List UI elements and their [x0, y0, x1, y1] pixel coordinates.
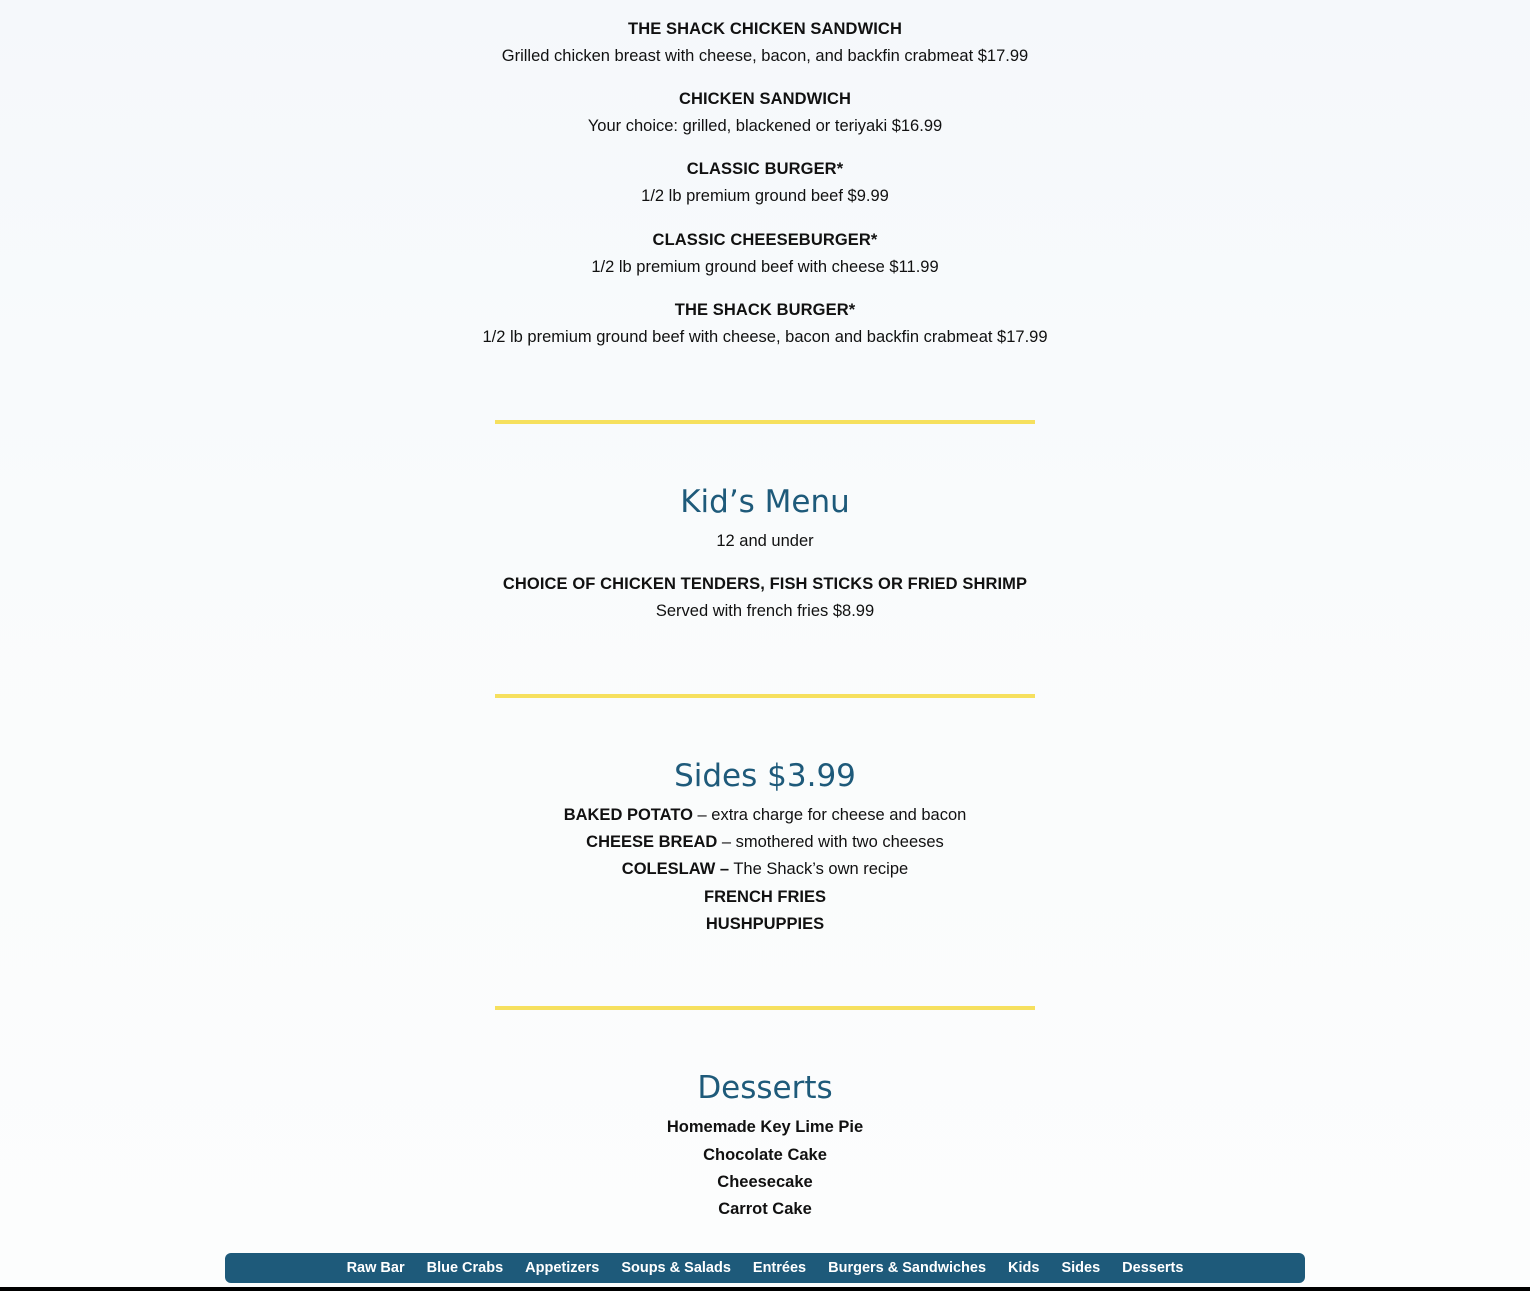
nav-link-raw-bar[interactable]: Raw Bar	[346, 1260, 405, 1276]
nav-link-entrees[interactable]: Entrées	[752, 1260, 807, 1276]
menu-item	[0, 573, 1530, 622]
menu-item-description: Served with french fries $8.99	[655, 602, 875, 620]
menu-category-nav	[225, 1253, 1305, 1283]
side-item-description: – smothered with two cheeses	[717, 833, 944, 851]
side-item-description: The Shack’s own recipe	[729, 860, 909, 878]
bottom-edge-bar	[0, 1287, 1530, 1291]
nav-link-desserts[interactable]: Desserts	[1122, 1260, 1184, 1276]
menu-item-description: Grilled chicken breast with cheese, bacon, and backfin crabmeat $17.99	[501, 47, 1029, 65]
nav-link-burgers-sandwiches[interactable]: Burgers & Sandwiches	[828, 1260, 987, 1276]
dessert-item-name: Chocolate Cake	[703, 1146, 827, 1164]
side-item-name: BAKED POTATO	[563, 806, 693, 824]
menu-item	[0, 229, 1530, 278]
menu-item-name: THE SHACK CHICKEN SANDWICH	[628, 20, 902, 38]
nav-link-sides[interactable]: Sides	[1061, 1260, 1101, 1276]
section-divider	[495, 420, 1035, 424]
nav-link-appetizers[interactable]: Appetizers	[525, 1260, 600, 1276]
nav-link-kids[interactable]: Kids	[1008, 1260, 1040, 1276]
side-item-name: FRENCH FRIES	[704, 888, 826, 906]
desserts-section-title: Desserts	[697, 1070, 833, 1106]
dessert-item	[0, 1198, 1530, 1220]
kids-section-title: Kid’s Menu	[680, 484, 850, 520]
side-item	[0, 858, 1530, 880]
dessert-item	[0, 1171, 1530, 1193]
section-divider	[495, 694, 1035, 698]
menu-item-name: THE SHACK BURGER*	[674, 301, 856, 319]
side-item	[0, 913, 1530, 935]
section-divider	[495, 1006, 1035, 1010]
side-item-description: – extra charge for cheese and bacon	[692, 806, 967, 824]
menu-item-name: CLASSIC BURGER*	[686, 160, 844, 178]
dessert-item-name: Homemade Key Lime Pie	[666, 1118, 864, 1136]
menu-item-description: 1/2 lb premium ground beef $9.99	[641, 187, 889, 205]
menu-item-name: CLASSIC CHEESEBURGER*	[652, 231, 878, 249]
nav-link-soups-salads[interactable]: Soups & Salads	[621, 1260, 731, 1276]
menu-item-description: 1/2 lb premium ground beef with cheese, bacon and backfin crabmeat $17.99	[482, 328, 1048, 346]
dessert-item	[0, 1144, 1530, 1166]
side-item-name: CHEESE BREAD	[586, 833, 718, 851]
menu-item	[0, 18, 1530, 67]
menu-item	[0, 88, 1530, 137]
dessert-item-name: Carrot Cake	[718, 1200, 812, 1218]
kids-subtitle: 12 and under	[716, 532, 814, 550]
dessert-item	[0, 1116, 1530, 1138]
dessert-item-name: Cheesecake	[717, 1173, 813, 1191]
menu-item-name: CHOICE OF CHICKEN TENDERS, FISH STICKS OR FRIED SHRIMP	[502, 575, 1028, 593]
nav-link-blue-crabs[interactable]: Blue Crabs	[426, 1260, 504, 1276]
menu-item	[0, 158, 1530, 207]
menu-item	[0, 299, 1530, 348]
side-item-name: COLESLAW –	[621, 860, 730, 878]
side-item-name: HUSHPUPPIES	[705, 915, 825, 933]
side-item	[0, 804, 1530, 826]
menu-item-description: Your choice: grilled, blackened or teriyaki $16.99	[587, 117, 943, 135]
side-item	[0, 831, 1530, 853]
sides-section-title: Sides $3.99	[674, 758, 856, 794]
menu-item-description: 1/2 lb premium ground beef with cheese $11.99	[591, 258, 939, 276]
side-item	[0, 886, 1530, 908]
menu-item-name: CHICKEN SANDWICH	[678, 90, 852, 108]
